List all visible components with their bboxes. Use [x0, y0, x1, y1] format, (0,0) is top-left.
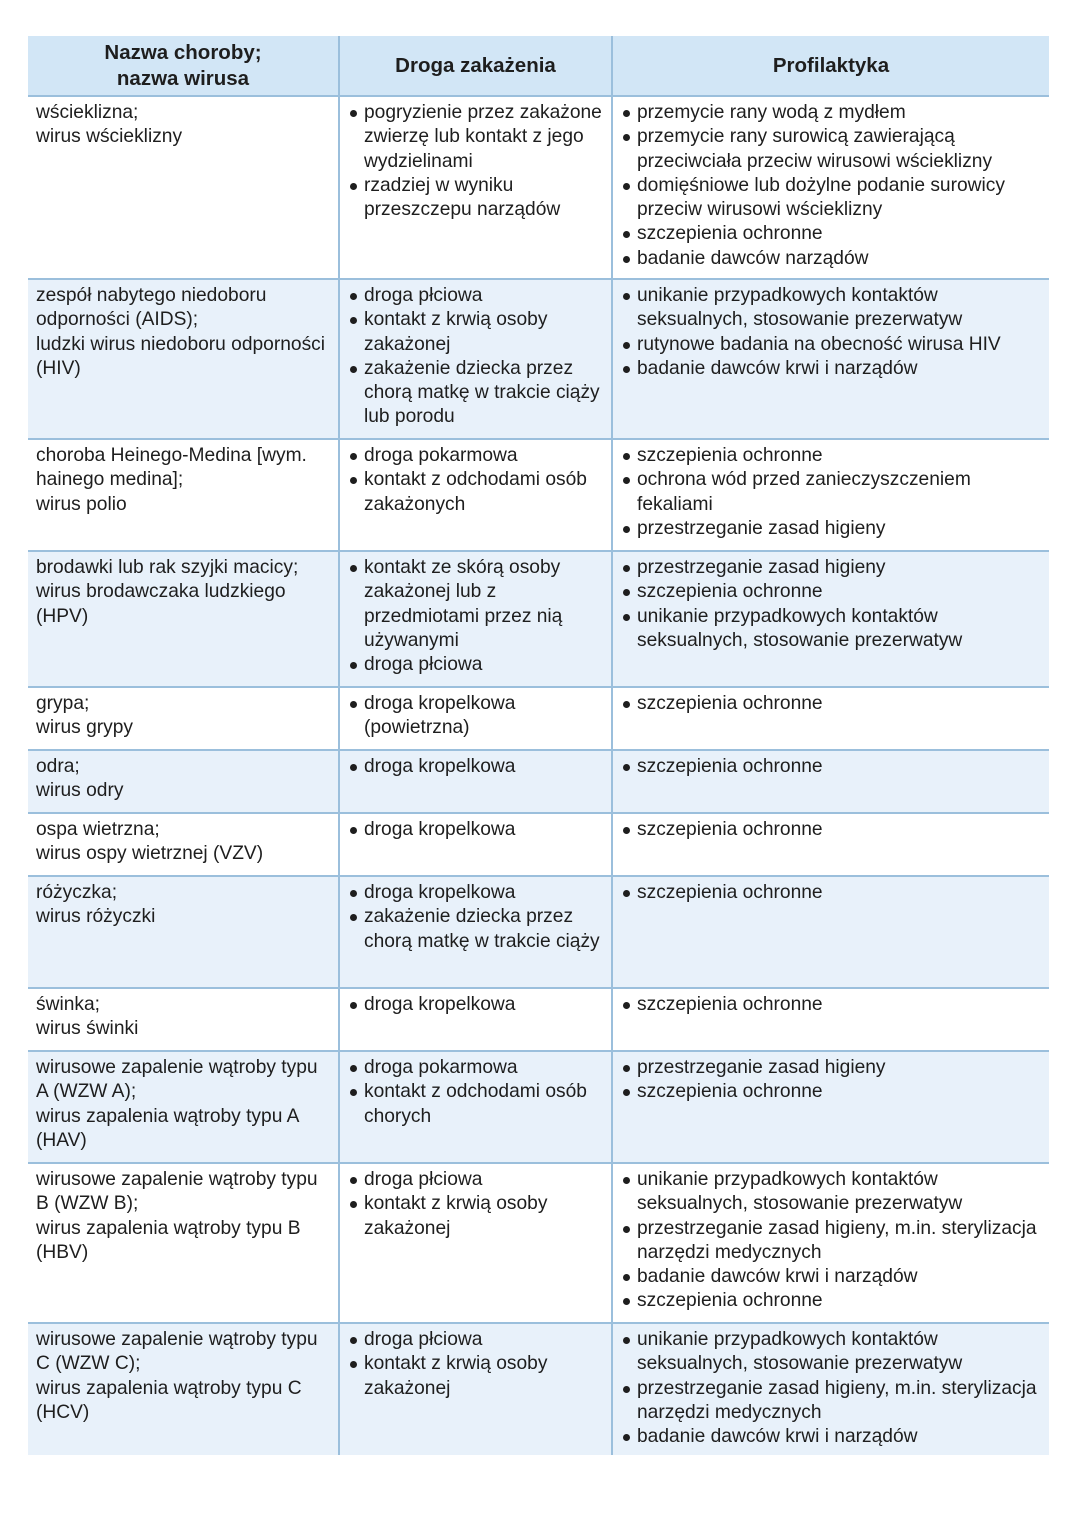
prevention-item: przestrzeganie zasad higieny — [621, 556, 1041, 580]
table-row — [28, 96, 1049, 279]
infection-route-item: droga płciowa — [348, 1168, 603, 1192]
infection-route-list — [348, 1056, 603, 1129]
prevention-item: szczepienia ochronne — [621, 818, 1041, 842]
prevention-list — [621, 284, 1041, 381]
disease-name-cell — [28, 279, 339, 439]
disease-name-text: różyczka; — [36, 882, 118, 903]
disease-name-text: wirus zapalenia wątroby typu B (HBV) — [36, 1217, 301, 1263]
table-row — [28, 1323, 1049, 1455]
prevention-list — [621, 818, 1041, 842]
disease-name-text: wirus zapalenia wątroby typu A (HAV) — [36, 1105, 299, 1151]
prevention-list — [621, 1056, 1041, 1105]
table-row — [28, 876, 1049, 988]
prevention-cell — [612, 96, 1049, 279]
disease-name-text: wścieklizna; — [36, 102, 139, 123]
prevention-list — [621, 101, 1041, 271]
prevention-list — [621, 755, 1041, 779]
prevention-cell — [612, 439, 1049, 551]
prevention-list — [621, 692, 1041, 716]
prevention-item: szczepienia ochronne — [621, 755, 1041, 779]
prevention-item: rutynowe badania na obecność wirusa HIV — [621, 333, 1041, 357]
infection-route-list — [348, 692, 603, 741]
table-row — [28, 1051, 1049, 1163]
prevention-list — [621, 993, 1041, 1017]
disease-name-text: wirus świnki — [36, 1018, 139, 1040]
prevention-cell — [612, 876, 1049, 988]
infection-route-item: zakażenie dziecka przez chorą matkę w trakcie ciąży lub porodu — [348, 357, 603, 430]
infection-route-list — [348, 556, 603, 677]
infection-route-list — [348, 881, 603, 954]
infection-route-item: droga płciowa — [348, 653, 603, 677]
infection-route-item: droga pokarmowa — [348, 1056, 603, 1080]
disease-name-text: świnka; — [36, 994, 100, 1015]
infection-route-item: kontakt z krwią osoby zakażonej — [348, 308, 603, 357]
infection-route-item: droga kropelkowa — [348, 818, 603, 842]
infection-route-list — [348, 284, 603, 430]
disease-name-text: ospa wietrzna; — [36, 819, 160, 840]
prevention-item: badanie dawców krwi i narządów — [621, 1425, 1041, 1449]
prevention-item: przestrzeganie zasad higieny — [621, 1056, 1041, 1080]
disease-name-text: wirus różyczki — [36, 906, 156, 928]
infection-route-cell — [339, 750, 612, 813]
disease-name-cell — [28, 439, 339, 551]
prevention-cell — [612, 1163, 1049, 1323]
prevention-item: szczepienia ochronne — [621, 1080, 1041, 1104]
table-row — [28, 551, 1049, 687]
infection-route-list — [348, 444, 603, 517]
infection-route-item: droga płciowa — [348, 1328, 603, 1352]
infection-route-cell — [339, 439, 612, 551]
disease-name-text: wirus zapalenia wątroby typu C (HCV) — [36, 1377, 302, 1423]
virus-diseases-table-container — [28, 36, 1049, 1455]
infection-route-item: kontakt z krwią osoby zakażonej — [348, 1352, 603, 1401]
disease-name-cell — [28, 1323, 339, 1455]
infection-route-cell — [339, 551, 612, 687]
infection-route-item: droga kropelkowa — [348, 881, 603, 905]
prevention-cell — [612, 279, 1049, 439]
disease-name-text: wirus ospy wietrznej (VZV) — [36, 843, 264, 865]
table-row — [28, 988, 1049, 1051]
prevention-item: szczepienia ochronne — [621, 993, 1041, 1017]
infection-route-list — [348, 1168, 603, 1241]
infection-route-cell — [339, 279, 612, 439]
prevention-cell — [612, 750, 1049, 813]
disease-name-cell — [28, 988, 339, 1051]
infection-route-item: pogryzienie przez zakażone zwierzę lub kontakt z jego wydzielinami — [348, 101, 603, 174]
infection-route-cell — [339, 1163, 612, 1323]
table-body — [28, 96, 1049, 1455]
disease-name-text: brodawki lub rak szyjki macicy; — [36, 557, 299, 578]
infection-route-item: zakażenie dziecka przez chorą matkę w trakcie ciąży — [348, 905, 603, 954]
prevention-item: badanie dawców narządów — [621, 247, 1041, 271]
header-prevention: Profilaktyka — [612, 36, 1049, 96]
prevention-item: szczepienia ochronne — [621, 222, 1041, 246]
infection-route-cell — [339, 1051, 612, 1163]
infection-route-item: kontakt z odchodami osób zakażonych — [348, 468, 603, 517]
prevention-list — [621, 1168, 1041, 1314]
disease-name-text: wirus polio — [36, 493, 127, 515]
prevention-item: przemycie rany wodą z mydłem — [621, 101, 1041, 125]
prevention-item: przemycie rany surowicą zawierającą przeciwciała przeciw wirusowi wścieklizny — [621, 125, 1041, 174]
infection-route-cell — [339, 876, 612, 988]
disease-name-text: wirusowe zapalenie wątroby typu B (WZW B); — [36, 1169, 318, 1215]
header-disease-name — [28, 36, 339, 96]
header-disease-name-line2: nazwa wirusa — [116, 66, 250, 90]
prevention-cell — [612, 1323, 1049, 1455]
prevention-item: badanie dawców krwi i narządów — [621, 357, 1041, 381]
disease-name-text: wirus odry — [36, 780, 124, 802]
header-disease-name-line1: Nazwa choroby; — [104, 40, 262, 64]
disease-name-text: odra; — [36, 756, 80, 777]
disease-name-cell — [28, 876, 339, 988]
infection-route-list — [348, 755, 603, 779]
infection-route-item: droga pokarmowa — [348, 444, 603, 468]
infection-route-item: kontakt z odchodami osób chorych — [348, 1080, 603, 1129]
prevention-item: badanie dawców krwi i narządów — [621, 1265, 1041, 1289]
prevention-cell — [612, 551, 1049, 687]
disease-name-cell — [28, 687, 339, 750]
disease-name-cell — [28, 96, 339, 279]
disease-name-text: choroba Heinego-Medina [wym. hainego medina]; — [36, 445, 307, 491]
disease-name-text: grypa; — [36, 693, 90, 714]
prevention-item: szczepienia ochronne — [621, 444, 1041, 468]
disease-name-text: wirus brodawczaka ludzkiego (HPV) — [36, 581, 286, 627]
infection-route-list — [348, 1328, 603, 1401]
prevention-item: szczepienia ochronne — [621, 881, 1041, 905]
infection-route-item: droga płciowa — [348, 284, 603, 308]
prevention-list — [621, 444, 1041, 541]
infection-route-item: kontakt z krwią osoby zakażonej — [348, 1192, 603, 1241]
prevention-item: unikanie przypadkowych kontaktów seksualnych, stosowanie prezerwatyw — [621, 1168, 1041, 1217]
prevention-list — [621, 881, 1041, 905]
prevention-cell — [612, 988, 1049, 1051]
infection-route-item: kontakt ze skórą osoby zakażonej lub z przedmiotami przez nią używanymi — [348, 556, 603, 653]
prevention-item: domięśniowe lub dożylne podanie surowicy przeciw wirusowi wścieklizny — [621, 174, 1041, 223]
prevention-cell — [612, 1051, 1049, 1163]
prevention-item: przestrzeganie zasad higieny — [621, 517, 1041, 541]
disease-name-text: zespół nabytego niedoboru odporności (AIDS); — [36, 285, 267, 331]
infection-route-cell — [339, 687, 612, 750]
infection-route-item: droga kropelkowa — [348, 993, 603, 1017]
disease-name-text: ludzki wirus niedoboru odporności (HIV) — [36, 333, 326, 379]
prevention-item: przestrzeganie zasad higieny, m.in. sterylizacja narzędzi medycznych — [621, 1377, 1041, 1426]
prevention-item: unikanie przypadkowych kontaktów seksualnych, stosowanie prezerwatyw — [621, 605, 1041, 654]
prevention-item: szczepienia ochronne — [621, 1289, 1041, 1313]
infection-route-list — [348, 993, 603, 1017]
table-header-row — [28, 36, 1049, 96]
table-row — [28, 813, 1049, 876]
disease-name-cell — [28, 813, 339, 876]
prevention-item: unikanie przypadkowych kontaktów seksualnych, stosowanie prezerwatyw — [621, 1328, 1041, 1377]
header-infection-route: Droga zakażenia — [339, 36, 612, 96]
prevention-item: ochrona wód przed zanieczyszczeniem fekaliami — [621, 468, 1041, 517]
infection-route-item: droga kropelkowa (powietrzna) — [348, 692, 603, 741]
disease-name-cell — [28, 750, 339, 813]
prevention-item: szczepienia ochronne — [621, 580, 1041, 604]
disease-name-cell — [28, 1163, 339, 1323]
disease-name-cell — [28, 1051, 339, 1163]
table-row — [28, 1163, 1049, 1323]
disease-name-cell — [28, 551, 339, 687]
prevention-list — [621, 1328, 1041, 1449]
table-row — [28, 687, 1049, 750]
table-row — [28, 750, 1049, 813]
table-row — [28, 439, 1049, 551]
prevention-list — [621, 556, 1041, 653]
prevention-cell — [612, 813, 1049, 876]
disease-name-text: wirus grypy — [36, 717, 134, 739]
infection-route-item: droga kropelkowa — [348, 755, 603, 779]
disease-name-text: wirusowe zapalenie wątroby typu A (WZW A); — [36, 1057, 318, 1103]
infection-route-list — [348, 818, 603, 842]
infection-route-cell — [339, 1323, 612, 1455]
prevention-item: unikanie przypadkowych kontaktów seksualnych, stosowanie prezerwatyw — [621, 284, 1041, 333]
infection-route-item: rzadziej w wyniku przeszczepu narządów — [348, 174, 603, 223]
virus-diseases-table — [28, 36, 1049, 1455]
infection-route-cell — [339, 988, 612, 1051]
prevention-item: przestrzeganie zasad higieny, m.in. sterylizacja narzędzi medycznych — [621, 1217, 1041, 1266]
infection-route-cell — [339, 96, 612, 279]
disease-name-text: wirus wścieklizny — [36, 126, 183, 148]
infection-route-cell — [339, 813, 612, 876]
disease-name-text: wirusowe zapalenie wątroby typu C (WZW C); — [36, 1329, 318, 1375]
table-row — [28, 279, 1049, 439]
prevention-item: szczepienia ochronne — [621, 692, 1041, 716]
prevention-cell — [612, 687, 1049, 750]
infection-route-list — [348, 101, 603, 222]
